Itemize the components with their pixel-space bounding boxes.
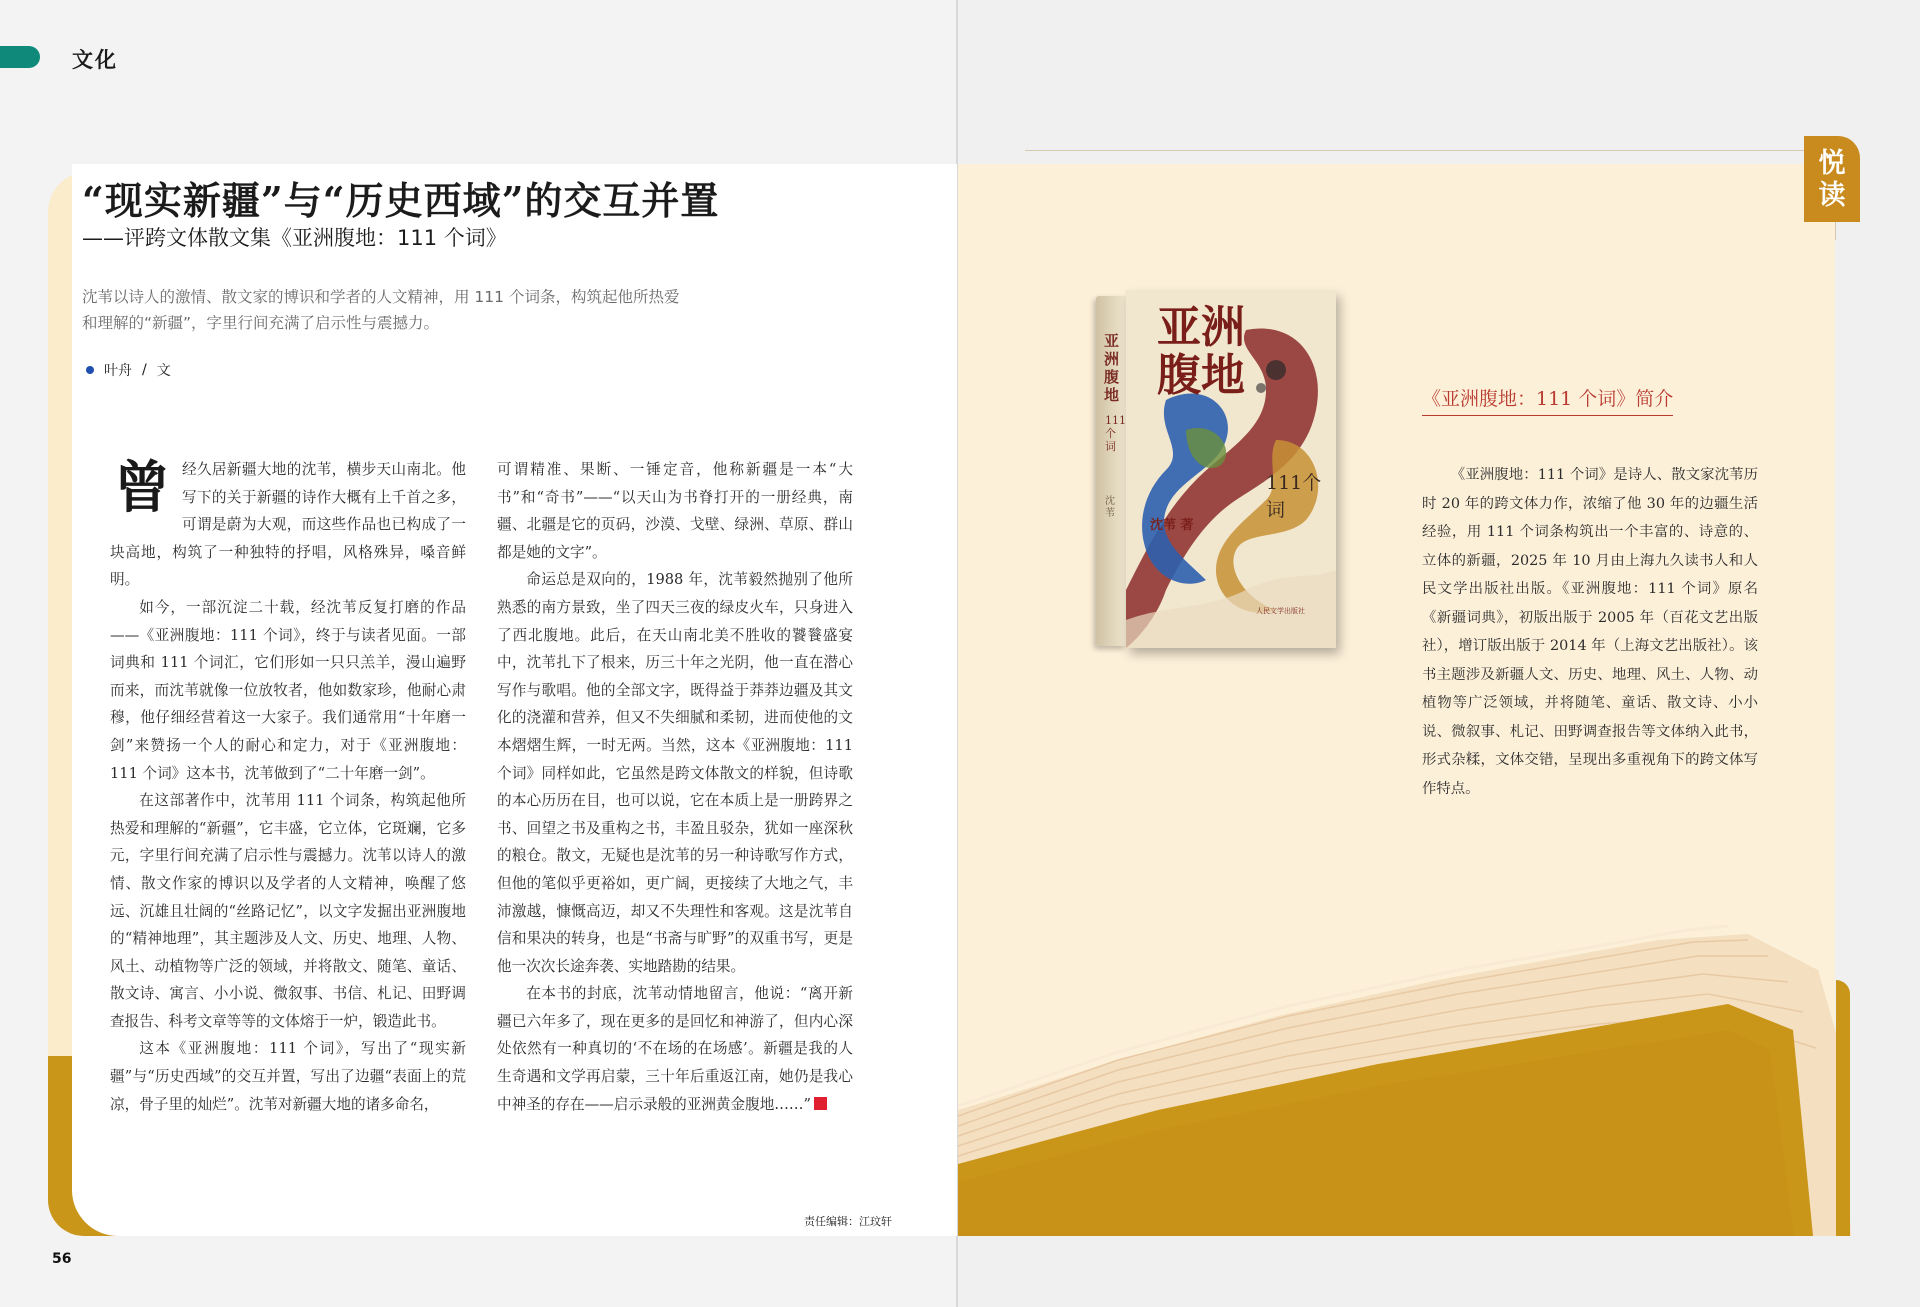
column-tab-char: 悦 xyxy=(1818,148,1846,179)
article-paragraph: 命运总是双向的，1988 年，沈苇毅然抛别了他所熟悉的南方景致，坐了四天三夜的绿皮火车，只身进入了西北腹地。此后，在天山南北美不胜收的饕餮盛宴中，沈苇扎下了根来，历三十年之光阴，他一直在潜心写作与歌唱。他的全部文字，既得益于莽莽边疆及其文化的浇灌和营养，但又不失细腻和柔韧，进而使他的文本熠熠生辉，一时无两。当然，这本《亚洲腹地：111 个词》同样如此，它虽然是跨文体散文的样貌，但诗歌的本心历历在目，也可以说，它在本质上是一册跨界之书、回望之书及重构之书，丰盈且驳杂，犹如一座深秋的粮仓。散文，无疑也是沈苇的另一种诗歌写作方式，但他的笔似乎更裕如，更广阔，更接续了大地之气，丰沛激越，慷慨高迈，却又不失理性和客观。这是沈苇自信和果决的转身，也是“书斋与旷野”的双重书写，更是他一次次长途奔袭、实地踏勘的结果。 xyxy=(497,571,853,975)
byline-bullet-icon xyxy=(86,366,94,374)
book-cover xyxy=(1126,290,1336,648)
open-book-pages-illustration xyxy=(958,920,1851,1236)
article-paragraph: 在这部著作中，沈苇用 111 个词条，构筑起他所热爱和理解的“新疆”，它丰盛，它立体，它斑斓，它多元，字里行间充满了启示性与震撼力。沈苇以诗人的激情、散文作家的博识以及学者的人文精神，唤醒了悠远、沉雄且壮阔的“丝路记忆”，以文字发掘出亚洲腹地的“精神地理”，其主题涉及人文、历史、地理、人物、风土、动植物等广泛的领域，并将散文、随笔、童话、散文诗、寓言、小小说、微叙事、书信、札记、田野调查报告、科考文章等等的文体熔于一炉，锻造此书。 xyxy=(110,792,466,1030)
book-cover-author-name: 沈苇 xyxy=(1150,518,1177,533)
book-spine-title: 亚洲腹地 xyxy=(1104,332,1120,404)
article-title: “现实新疆”与“历史西域”的交互并置 xyxy=(82,178,720,223)
book-spine-author: 沈苇 xyxy=(1105,496,1115,519)
byline xyxy=(86,360,171,380)
page-number: 56 xyxy=(52,1251,72,1267)
book-intro-text xyxy=(1422,461,1758,803)
book-spine xyxy=(1096,296,1126,646)
article-subtitle: ——评跨文体散文集《亚洲腹地：111 个词》 xyxy=(82,226,507,250)
sidebar-top-rule xyxy=(1025,150,1835,151)
book-spine-subtitle: 111个词 xyxy=(1105,414,1126,453)
article-column-2 xyxy=(497,456,853,1118)
paragraph-text: 在本书的封底，沈苇动情地留言，他说：“离开新疆已六年多了，现在更多的是回忆和神游了，但内心深处依然有一种真切的‘不在场的在场感’。新疆是我的人生奇遇和文学再启蒙，三十年后重返江南，她仍是我心中神圣的存在——启示录般的亚洲黄金腹地……” xyxy=(497,985,853,1113)
byline-role: 文 xyxy=(156,363,171,379)
column-tab-char: 读 xyxy=(1818,180,1846,211)
article-paragraph: 如今，一部沉淀二十载，经沈苇反复打磨的作品——《亚洲腹地：111 个词》，终于与读者见面。一部词典和 111 个词汇，它们形如一只只羔羊，漫山遍野而来，而沈苇就像一位放牧者，他如数家珍，他耐心肃穆，他仔细经营着这一大家子。我们通常用“十年磨一剑”来赞扬一个人的耐心和定力，对于《亚洲腹地：111 个词》这本书，沈苇做到了“二十年磨一剑”。 xyxy=(110,598,466,782)
responsible-editor: 责任编辑：江玟轩 xyxy=(804,1215,892,1228)
book-cover-author xyxy=(1150,514,1194,533)
article-paragraph: 可谓精准、果断、一锤定音，他称新疆是一本“大书”和“奇书”——“以天山为书脊打开的一册经典，南疆、北疆是它的页码，沙漠、戈壁、绿洲、草原、群山都是她的文字”。 xyxy=(497,461,853,561)
book-cover-author-mark: 著 xyxy=(1180,518,1194,533)
article-paragraph xyxy=(110,456,466,594)
sidebar-gold-edge xyxy=(1836,980,1850,1236)
article-lead: 沈苇以诗人的激情、散文家的博识和学者的人文精神，用 111 个词条，构筑起他所热爱和理解的“新疆”，字里行间充满了启示性与震撼力。 xyxy=(82,288,680,332)
section-tab-marker xyxy=(0,46,40,68)
book-intro-paragraph: 《亚洲腹地：111 个词》是诗人、散文家沈苇历时 20 年的跨文体力作，浓缩了他 30 年的边疆生活经验，用 111 个词条构筑出一个丰富的、诗意的、立体的新疆，2025 年 10 月由上海九久读书人和人民文学出版社出版。《亚洲腹地：111 个词》原名《新疆词典》，初版出版于 2005 年（百花文艺出版社），增订版出版于 2014 年（上海文艺出版社）。该书主题涉及新疆人文、历史、地理、风土、人物、动植物等广泛领域，并将随笔、童话、散文诗、小小说、微叙事、札记、田野调查报告等文体纳入此书，形式杂糅，文体交错，呈现出多重视角下的跨文体写作特点。 xyxy=(1422,467,1758,797)
drop-cap: 曾 xyxy=(114,455,170,521)
book-cover-image xyxy=(1096,290,1336,650)
column-tab-yuedu xyxy=(1804,136,1860,222)
book-intro-title: 《亚洲腹地：111 个词》简介 xyxy=(1422,384,1673,416)
section-label: 文化 xyxy=(72,48,118,72)
book-cover-title: 亚洲腹地 xyxy=(1157,302,1245,401)
byline-separator: / xyxy=(142,362,147,378)
book-cover-subtitle: 111个词 xyxy=(1266,472,1322,521)
paragraph-text: 经久居新疆大地的沈苇，横步天山南北。他写下的关于新疆的诗作大概有上千首之多，可谓是蔚为大观，而这些作品也已构成了一块高地，构筑了一种独特的抒唱，风格殊异，嗓音鲜明。 xyxy=(110,461,466,589)
article-paragraph xyxy=(497,980,853,1118)
byline-author: 叶舟 xyxy=(104,363,132,379)
article-paragraph: 这本《亚洲腹地：111 个词》，写出了“现实新疆”与“历史西域”的交互并置，写出了边疆“表面上的荒凉，骨子里的灿烂”。沈苇对新疆大地的诸多命名， xyxy=(110,1040,466,1113)
book-cover-publisher: 人民文学出版社 xyxy=(1256,607,1305,615)
article-column-1 xyxy=(110,456,466,1118)
end-mark-icon xyxy=(814,1097,827,1110)
